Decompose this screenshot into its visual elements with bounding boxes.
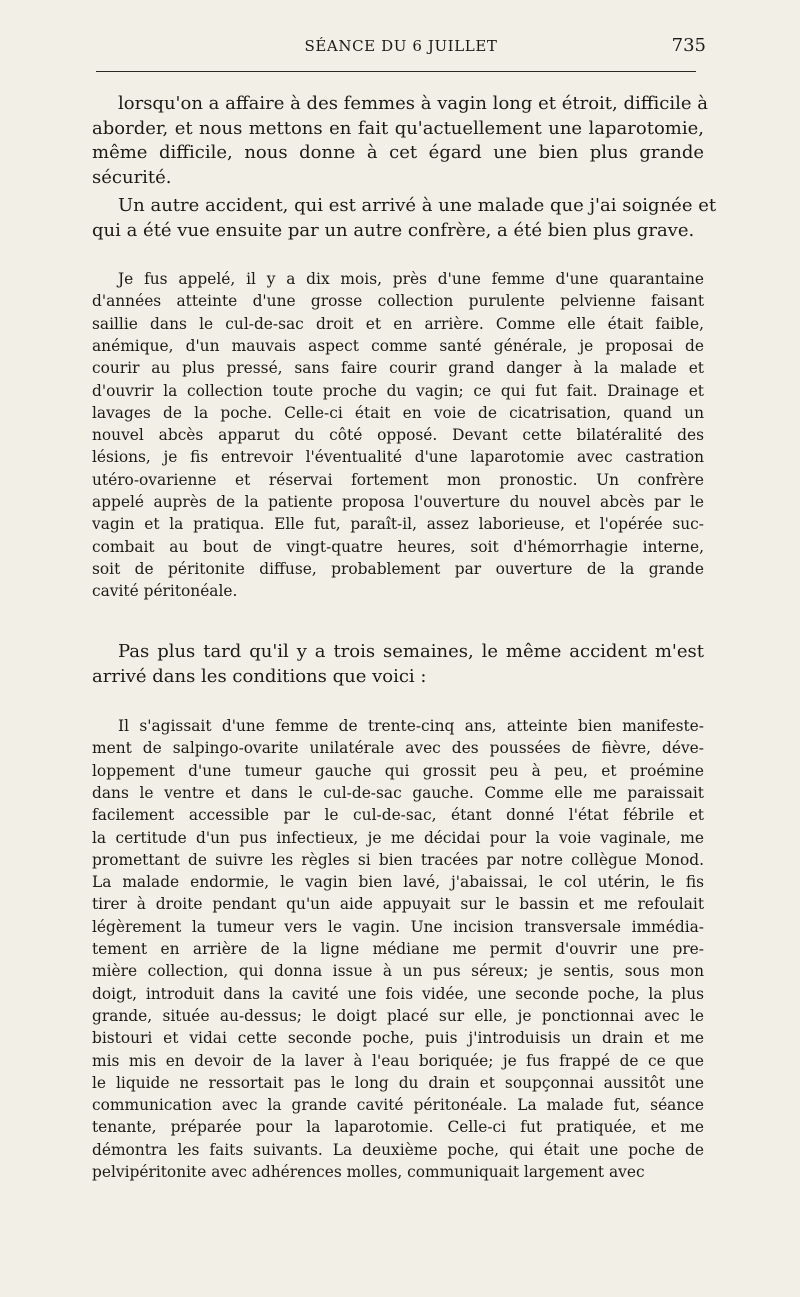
text-line: communication avec la grande cavité péritonéale. La malade fut, séance	[92, 1096, 704, 1115]
text-line: aborder, et nous mettons en fait qu'actuellement une laparotomie,	[92, 117, 704, 139]
text-line: tenante, préparée pour la laparotomie. Celle-ci fut pratiquée, et me	[92, 1118, 704, 1137]
text-line: ment de salpingo-ovarite unilatérale avec des poussées de fièvre, déve-	[92, 739, 704, 758]
text-line: tement en arrière de la ligne médiane me permit d'ouvrir une pre-	[92, 940, 704, 958]
text-line: qui a été vue ensuite par un autre confrère, a été bien plus grave.	[92, 219, 695, 241]
page-number: 735	[671, 35, 706, 56]
text-line: mière collection, qui donna issue à un pus séreux; je sentis, sous mon	[92, 962, 704, 981]
text-line: appelé auprès de la patiente proposa l'ouverture du nouvel abcès par le	[92, 493, 704, 511]
text-line: lésions, je fis entrevoir l'éventualité d'une laparotomie avec castration	[92, 448, 704, 467]
header-rule	[96, 71, 696, 72]
text-line: démontra les faits suivants. La deuxième poche, qui était une poche de	[92, 1140, 704, 1159]
text-line: Pas plus tard qu'il y a trois semaines, le même accident m'est	[118, 641, 704, 662]
text-line: courir au plus pressé, sans faire courir grand danger à la malade et	[92, 359, 704, 378]
text-line: bistouri et vidai cette seconde poche, puis j'introduisis un drain et me	[92, 1029, 704, 1048]
text-line: dans le ventre et dans le cul-de-sac gauche. Comme elle me paraissait	[92, 783, 704, 802]
text-line: lavages de la poche. Celle-ci était en voie de cicatrisation, quand un	[92, 403, 704, 422]
text-line: soit de péritonite diffuse, probablement par ouverture de la grande	[92, 559, 704, 578]
text-line: sécurité.	[92, 166, 172, 188]
text-line: La malade endormie, le vagin bien lavé, j'abaissai, le col utérin, le fis	[92, 873, 704, 892]
text-line: promettant de suivre les règles si bien tracées par notre collègue Monod.	[92, 850, 704, 869]
text-line: pelvipéritonite avec adhérences molles, communiquait largement avec	[92, 1163, 645, 1181]
text-line: nouvel abcès apparut du côté opposé. Devant cette bilatéralité des	[92, 426, 704, 445]
text-line: utéro-ovarienne et réservai fortement mon pronostic. Un confrère	[92, 470, 704, 489]
text-line: tirer à droite pendant qu'un aide appuyait sur le bassin et me refoulait	[92, 895, 704, 914]
text-line: Un autre accident, qui est arrivé à une malade que j'ai soignée et	[118, 195, 717, 216]
text-line: mis mis en devoir de la laver à l'eau boriquée; je fus frappé de ce que	[92, 1051, 704, 1070]
text-line: combait au bout de vingt-quatre heures, soit d'hémorrhagie interne,	[92, 537, 704, 556]
text-line: d'ouvrir la collection toute proche du vagin; ce qui fut fait. Drainage et	[92, 381, 704, 400]
text-line: anémique, d'un mauvais aspect comme santé générale, je proposai de	[92, 336, 704, 355]
running-head	[96, 34, 706, 58]
text-line: d'années atteinte d'une grosse collection purulente pelvienne faisant	[92, 292, 704, 311]
text-line: légèrement la tumeur vers le vagin. Une incision transversale immédia-	[92, 917, 704, 936]
text-line: doigt, introduit dans la cavité une fois vidée, une seconde poche, la plus	[92, 984, 704, 1003]
text-line: vagin et la pratiqua. Elle fut, paraît-il, assez laborieuse, et l'opérée suc-	[92, 515, 704, 534]
text-line: grande, située au-dessus; le doigt placé sur elle, je ponctionnai avec le	[92, 1006, 704, 1025]
text-line: loppement d'une tumeur gauche qui grossit peu à peu, et proémine	[92, 761, 704, 780]
running-title: SÉANCE DU 6 JUILLET	[304, 37, 498, 55]
text-line: arrivé dans les conditions que voici :	[92, 665, 427, 687]
text-line: saillie dans le cul-de-sac droit et en arrière. Comme elle était faible,	[92, 314, 704, 333]
text-line: la certitude d'un pus infectieux, je me décidai pour la voie vaginale, me	[92, 828, 704, 847]
text-line: lorsqu'on a affaire à des femmes à vagin long et étroit, difficile à	[118, 93, 709, 114]
text-line: cavité péritonéale.	[92, 582, 238, 601]
text-line: Je fus appelé, il y a dix mois, près d'une femme d'une quarantaine	[118, 270, 704, 288]
text-line: même difficile, nous donne à cet égard une bien plus grande	[92, 142, 704, 163]
text-line: facilement accessible par le cul-de-sac, étant donné l'état fébrile et	[92, 806, 704, 825]
text-line: le liquide ne ressortait pas le long du drain et soupçonnai aussitôt une	[92, 1073, 704, 1092]
text-line: Il s'agissait d'une femme de trente-cinq ans, atteinte bien manifeste-	[118, 717, 704, 735]
